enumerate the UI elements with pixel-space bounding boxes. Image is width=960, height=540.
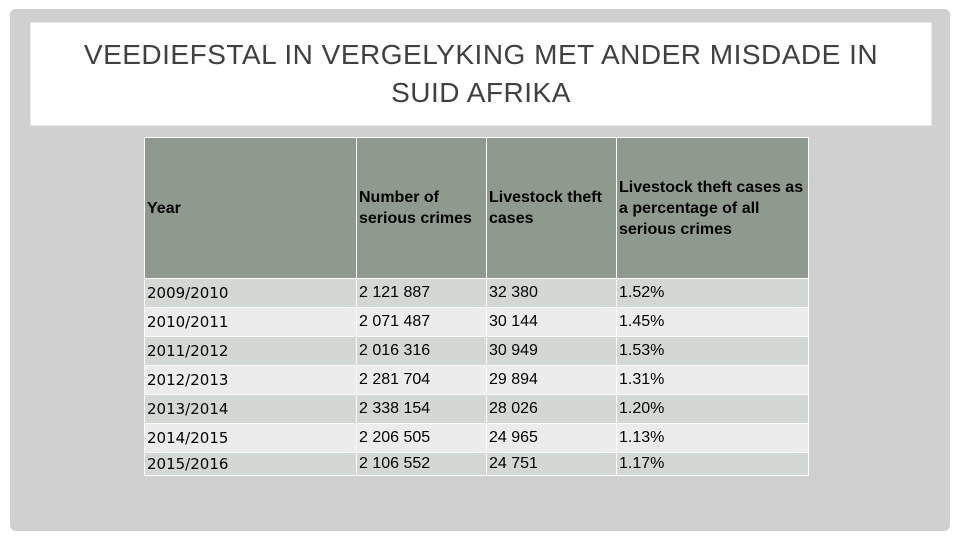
cell-percentage: 1.17%: [617, 453, 809, 476]
cell-serious-crimes: 2 206 505: [357, 424, 487, 453]
cell-percentage: 1.31%: [617, 366, 809, 395]
table-row: [145, 395, 809, 424]
header-year: Year: [145, 138, 357, 279]
cell-livestock-theft: 32 380: [487, 279, 617, 308]
cell-year: 2013/2014: [145, 395, 357, 424]
cell-livestock-theft: 24 751: [487, 453, 617, 476]
cell-percentage: 1.13%: [617, 424, 809, 453]
cell-year: 2010/2011: [145, 308, 357, 337]
cell-year: 2011/2012: [145, 337, 357, 366]
cell-serious-crimes: 2 106 552: [357, 453, 487, 476]
table-row: [145, 453, 809, 476]
cell-percentage: 1.52%: [617, 279, 809, 308]
cell-year: 2012/2013: [145, 366, 357, 395]
cell-livestock-theft: 30 949: [487, 337, 617, 366]
cell-percentage: 1.20%: [617, 395, 809, 424]
cell-livestock-theft: 29 894: [487, 366, 617, 395]
cell-serious-crimes: 2 281 704: [357, 366, 487, 395]
cell-livestock-theft: 28 026: [487, 395, 617, 424]
cell-serious-crimes: 2 016 316: [357, 337, 487, 366]
cell-serious-crimes: 2 121 887: [357, 279, 487, 308]
cell-percentage: 1.45%: [617, 308, 809, 337]
header-livestock-theft: Livestock theft cases: [487, 138, 617, 279]
table-row: [145, 424, 809, 453]
table-row: [145, 279, 809, 308]
table-row: [145, 337, 809, 366]
header-percentage: Livestock theft cases as a percentage of all serious crimes: [617, 138, 809, 279]
page-title: VEEDIEFSTAL IN VERGELYKING MET ANDER MISDADE IN SUID AFRIKA: [83, 39, 879, 108]
table-row: [145, 366, 809, 395]
cell-serious-crimes: 2 338 154: [357, 395, 487, 424]
cell-serious-crimes: 2 071 487: [357, 308, 487, 337]
header-serious-crimes: Number of serious crimes: [357, 138, 487, 279]
cell-livestock-theft: 24 965: [487, 424, 617, 453]
cell-livestock-theft: 30 144: [487, 308, 617, 337]
cell-year: 2014/2015: [145, 424, 357, 453]
crime-statistics-table: [144, 137, 809, 476]
cell-year: 2009/2010: [145, 279, 357, 308]
title-box: [30, 22, 932, 126]
table-header-row: [145, 138, 809, 279]
table-row: [145, 308, 809, 337]
cell-percentage: 1.53%: [617, 337, 809, 366]
cell-year: 2015/2016: [145, 453, 357, 476]
